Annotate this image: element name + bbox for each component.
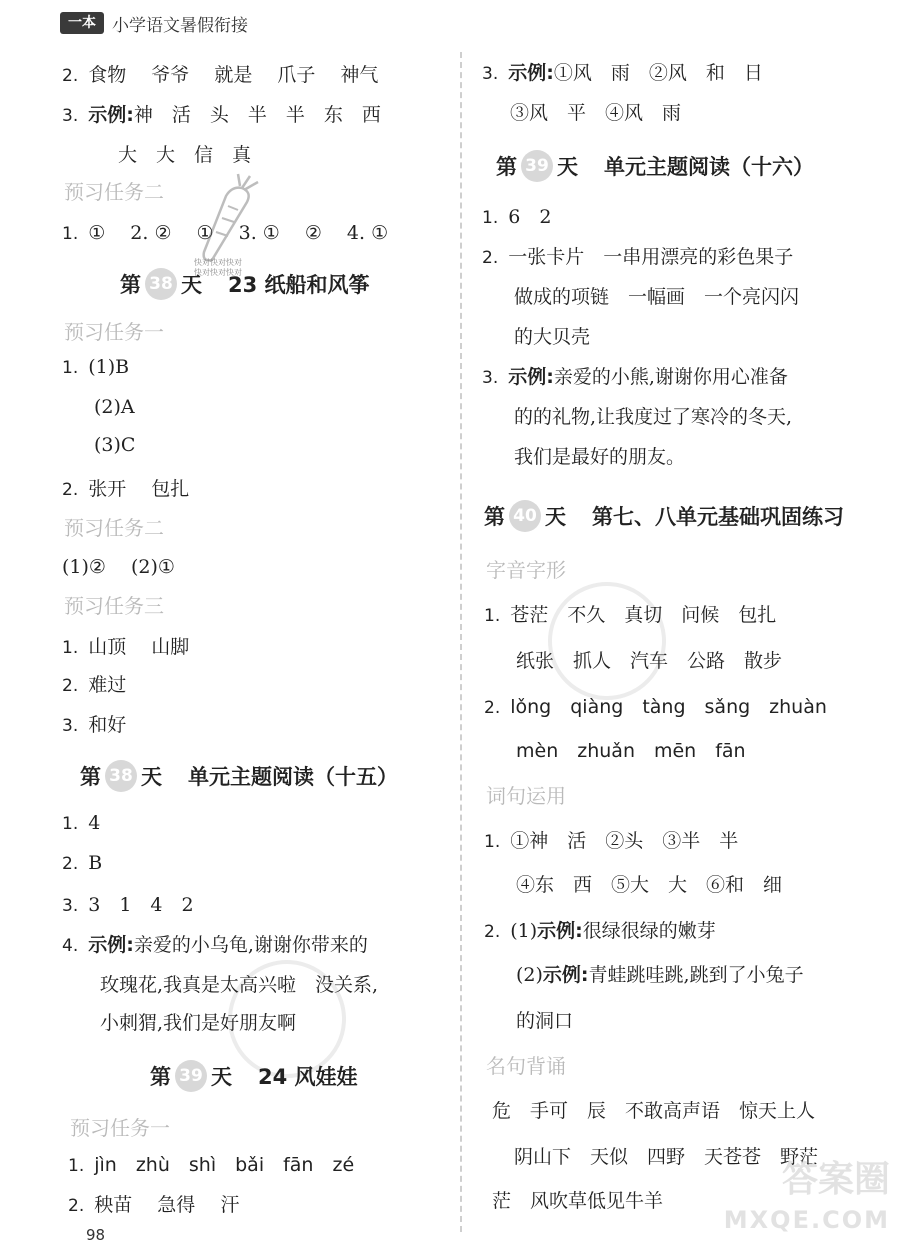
answer-line: 3. 示例:①风 雨 ②风 和 日 bbox=[482, 62, 763, 84]
answer-line: ④东 西 ⑤大 大 ⑥和 细 bbox=[516, 874, 783, 896]
page-number: 98 bbox=[86, 1226, 106, 1244]
answer-line: 3. 示例:亲爱的小熊,谢谢你用心准备 bbox=[482, 366, 788, 388]
answer-line: 的的礼物,让我度过了寒冷的冬天, bbox=[514, 406, 793, 428]
answer-line: 2. 食物 爷爷 就是 爪子 神气 bbox=[62, 64, 379, 86]
answer-line: 1. (1)B bbox=[62, 356, 130, 378]
answer-line: 1. 4 bbox=[62, 812, 101, 834]
answer-line: (2)示例:青蛙跳哇跳,跳到了小兔子 bbox=[516, 964, 804, 986]
answer-line: 1. jìn zhù shì bǎi fān zé bbox=[68, 1154, 355, 1176]
answer-line: 的洞口 bbox=[516, 1010, 574, 1032]
answer-line: 2. B bbox=[62, 852, 103, 874]
answer-line: 茫 风吹草低见牛羊 bbox=[492, 1190, 664, 1212]
day-number-badge: 38 bbox=[145, 268, 177, 300]
answer-line: 1. 山顶 山脚 bbox=[62, 636, 190, 658]
header-title: 小学语文暑假衔接 bbox=[112, 16, 248, 36]
section-heading: 预习任务一 bbox=[70, 1116, 170, 1140]
answer-line: mèn zhuǎn mēn fān bbox=[516, 740, 746, 762]
answer-line: ③风 平 ④风 雨 bbox=[510, 102, 682, 124]
section-heading: 预习任务三 bbox=[64, 594, 164, 618]
brand-badge: 一本 bbox=[60, 12, 104, 34]
answer-line: (2)A bbox=[94, 396, 135, 418]
column-divider bbox=[460, 52, 462, 1232]
answer-line: 3. 示例:神 活 头 半 半 东 西 bbox=[62, 104, 381, 126]
answer-line: 2. (1)示例:很绿很绿的嫩芽 bbox=[484, 920, 716, 942]
section-heading: 字音字形 bbox=[486, 558, 566, 582]
section-heading: 预习任务二 bbox=[64, 180, 164, 204]
day-number-badge: 39 bbox=[521, 150, 553, 182]
answer-line: 3. 和好 bbox=[62, 714, 127, 736]
answer-line: 1. 6 2 bbox=[482, 206, 552, 228]
section-heading: 名句背诵 bbox=[486, 1054, 566, 1078]
answer-line: 小刺猬,我们是好朋友啊 bbox=[100, 1012, 297, 1034]
answer-line: (1)② (2)① bbox=[62, 556, 175, 578]
answer-line: 纸张 抓人 汽车 公路 散步 bbox=[516, 650, 783, 672]
section-heading: 预习任务二 bbox=[64, 516, 164, 540]
answer-line: 3. 3 1 4 2 bbox=[62, 894, 194, 916]
answer-line: 2. 一张卡片 一串用漂亮的彩色果子 bbox=[482, 246, 794, 268]
page-header bbox=[0, 0, 900, 40]
answer-line: 1. ① 2. ② ① 3. ① ② 4. ① bbox=[62, 222, 389, 244]
section-heading: 词句运用 bbox=[486, 784, 566, 808]
section-heading: 预习任务一 bbox=[64, 320, 164, 344]
answer-line: (3)C bbox=[94, 434, 136, 456]
answer-line: 玫瑰花,我真是太高兴啦 没关系, bbox=[100, 974, 379, 996]
site-watermark: 答案圈 MXQE.COM bbox=[723, 1159, 890, 1234]
answer-line: 危 手可 辰 不敢高声语 惊天上人 bbox=[492, 1100, 816, 1122]
day-title: 第 40 天 第七、八单元基础巩固练习 bbox=[484, 500, 844, 532]
answer-line: 阴山下 天似 四野 天苍苍 野茫 bbox=[514, 1146, 819, 1168]
answer-line: 4. 示例:亲爱的小乌龟,谢谢你带来的 bbox=[62, 934, 368, 956]
answer-line: 我们是最好的朋友。 bbox=[514, 446, 686, 468]
answer-line: 1. ①神 活 ②头 ③半 半 bbox=[484, 830, 739, 852]
answer-line: 2. 张开 包扎 bbox=[62, 478, 190, 500]
answer-line: 的大贝壳 bbox=[514, 326, 591, 348]
day-title: 第 39 天 24 风娃娃 bbox=[150, 1060, 358, 1092]
day-title: 第 38 天 23 纸船和风筝 bbox=[120, 268, 370, 300]
day-number-badge: 38 bbox=[105, 760, 137, 792]
day-number-badge: 39 bbox=[175, 1060, 207, 1092]
answer-line: 大 大 信 真 bbox=[118, 144, 252, 166]
day-title: 第 39 天 单元主题阅读（十六） bbox=[496, 150, 814, 182]
answer-line: 2. lǒng qiàng tàng sǎng zhuàn bbox=[484, 696, 827, 718]
answer-line: 2. 难过 bbox=[62, 674, 127, 696]
day-number-badge: 40 bbox=[509, 500, 541, 532]
answer-line: 做成的项链 一幅画 一个亮闪闪 bbox=[514, 286, 800, 308]
answer-line: 2. 秧苗 急得 汗 bbox=[68, 1194, 240, 1216]
day-title: 第 38 天 单元主题阅读（十五） bbox=[80, 760, 398, 792]
mascot-caption: 快对快对快对 快对快对快对 bbox=[194, 258, 242, 277]
answer-line: 1. 苍茫 不久 真切 问候 包扎 bbox=[484, 604, 777, 626]
